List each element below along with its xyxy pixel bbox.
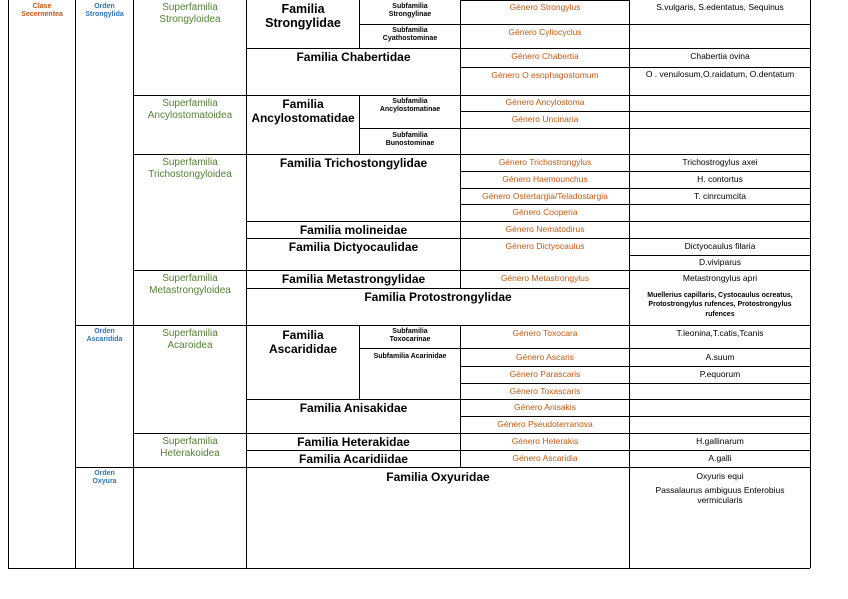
grid-line [460, 383, 810, 384]
orden-name: Oxyura [92, 478, 117, 486]
genus-cell: Género Pseudoterranova [497, 419, 593, 429]
species-cell: T. cinrcumcita [694, 191, 746, 201]
superfamily-cell [134, 436, 246, 459]
superfamily-label: Superfamilia [162, 98, 218, 109]
grid-line [133, 95, 810, 96]
orden-cell [76, 328, 133, 344]
grid-line [75, 325, 810, 326]
superfamily-cell [134, 273, 246, 296]
grid-line [246, 238, 810, 239]
subfamily-label: Subfamilia [392, 328, 428, 335]
grid-line [359, 348, 810, 349]
species-cell: S.vulgaris, S.edentatus, Sequinus [656, 2, 784, 12]
subfamily-cell [360, 27, 460, 43]
species-cell: H. contortus [697, 174, 743, 184]
grid-line [246, 288, 629, 289]
orden-cell [76, 470, 133, 486]
grid-line [460, 188, 810, 189]
superfamily-label: Superfamilia [162, 2, 218, 13]
genus-cell: Género Strongylus [509, 2, 581, 12]
species-cell: D.viviparus [698, 257, 742, 267]
family-label: Familia [282, 328, 324, 342]
superfamily-label: Superfamilia [162, 328, 218, 339]
subfamily-cell [360, 3, 460, 19]
species-cell: A.suum [705, 352, 735, 362]
genus-cell: Género Ancylostoma [505, 97, 585, 107]
grid-line [133, 433, 810, 434]
clase-label: Clase [32, 3, 52, 10]
genus-cell: Género Uncinaria [511, 114, 579, 124]
genus-cell: Género Metastrongylus [500, 273, 590, 283]
grid-line [359, 24, 810, 25]
family-name: Familia Protostrongylidae [364, 290, 512, 304]
grid-line [629, 0, 630, 568]
family-cell [247, 329, 359, 357]
clase-name: Secernentea [21, 11, 63, 19]
superfamily-name: Acaroidea [167, 339, 213, 351]
genus-cell: Género Ascaris [515, 352, 575, 362]
genus-cell: Género Cyliocyclus [508, 27, 582, 37]
species-cell: Muellerius capillaris, Cystocaulus ocreatus, Protostrongylus rufences, Protostrongylus rufences [647, 292, 793, 318]
orden-label: Orden [94, 3, 115, 10]
grid-line [810, 0, 811, 568]
genus-cell: Género Toxascaris [509, 386, 581, 396]
grid-line [359, 128, 810, 129]
genus-cell: Género Ascaridia [512, 453, 578, 463]
grid-line [246, 221, 810, 222]
orden-name: Ascaridida [86, 336, 123, 344]
genus-cell: Género Parascaris [509, 369, 581, 379]
subfamily-label: Subfamilia [392, 27, 428, 34]
species-cell: Chabertia ovina [690, 51, 750, 61]
superfamily-cell [134, 328, 246, 351]
subfamily-name: Ancylostomatinae [379, 106, 441, 114]
species-cell: Oxyuris equi [696, 471, 744, 481]
grid-line [246, 48, 810, 49]
species-cell: P.equorum [699, 369, 741, 379]
genus-cell: Género Cooperia [512, 207, 578, 217]
genus-cell: Género O esophagostomum [491, 70, 599, 80]
genus-cell: Género Anisakis [514, 402, 576, 412]
family-name: Familia Anisakidae [299, 401, 408, 415]
grid-line [629, 255, 810, 256]
subfamily-label: Subfamilia [392, 98, 428, 105]
subfamily-cell [360, 98, 460, 114]
grid-line [75, 467, 810, 468]
subfamily-label: Subfamilia [392, 132, 428, 139]
grid-line [460, 204, 810, 205]
species-cell: A.galli [708, 453, 732, 463]
grid-line [133, 270, 810, 271]
genus-cell: Género Trichostrongylus [498, 157, 592, 167]
superfamily-label: Superfamilia [162, 157, 218, 168]
grid-line [133, 154, 810, 155]
family-cell [247, 98, 359, 126]
orden-label: Orden [94, 470, 115, 477]
family-name: Familia Trichostongylidae [279, 156, 428, 170]
subfamily-label: Subfamilia [392, 3, 428, 10]
family-label: Familia [282, 97, 324, 111]
superfamily-label: Superfamilia [162, 436, 218, 447]
genus-cell: Género Haemounchus [502, 174, 588, 184]
species-cell: Dictyocaulus filaria [684, 241, 756, 251]
family-name: Familia Heterakidae [297, 435, 410, 449]
superfamily-cell [134, 98, 246, 121]
subfamily-name: Cyathostominae [382, 35, 438, 43]
superfamily-cell [134, 2, 246, 25]
species-cell: H.gallinarum [696, 436, 744, 446]
grid-line [8, 568, 810, 569]
genus-cell: Género Ostertargia/Teladostargia [482, 191, 608, 201]
subfamily-name: Bunostominae [385, 140, 435, 148]
family-name: Ancylostomatidae [251, 110, 355, 125]
species-cell: Trichostrogylus axei [682, 157, 758, 167]
grid-line [460, 416, 810, 417]
grid-line [460, 67, 810, 68]
grid-line [460, 111, 810, 112]
species-cell: Metastrongylus apri [682, 273, 758, 283]
genus-cell: Género Nematodirus [505, 224, 585, 234]
grid-line [460, 0, 629, 1]
family-label: Familia [281, 2, 325, 16]
genus-cell: Género Dictyocaulus [505, 241, 585, 251]
grid-line [460, 171, 810, 172]
superfamily-name: Trichostongyloidea [148, 168, 232, 180]
superfamily-name: Strongyloidea [159, 13, 221, 25]
superfamily-label: Superfamilia [162, 273, 218, 284]
subfamily-cell [360, 132, 460, 148]
subfamily-name: Toxocarinae [389, 336, 431, 344]
family-name: Familia Oxyuridae [386, 470, 490, 484]
orden-name: Strongylida [85, 11, 124, 19]
family-name: Ascarididae [268, 341, 338, 356]
grid-line [246, 450, 810, 451]
superfamily-name: Ancylostomatoidea [147, 109, 233, 121]
genus-cell: Género Heterakis [511, 436, 579, 446]
subfamily-cell [360, 328, 460, 344]
family-name: Familia Acaridiidae [299, 452, 408, 466]
grid-line [460, 366, 810, 367]
grid-line [8, 0, 9, 568]
subfamily-name: Strongylinae [388, 11, 432, 19]
grid-line [246, 399, 810, 400]
subfamily-name: Subfamilia Acarinidae [373, 353, 447, 360]
species-cell: Passalaurus ambiguus Enterobius vermicularis [655, 485, 785, 505]
family-name: Familia Chabertidae [296, 50, 411, 64]
genus-cell: Género Toxocara [512, 328, 578, 338]
superfamily-name: Metastrongyloidea [149, 284, 231, 296]
family-name: Familia Metastrongylidae [281, 272, 426, 286]
superfamily-name: Heterakoidea [160, 447, 220, 459]
genus-cell: Género Chabertia [511, 51, 579, 61]
species-cell: O . venulosum,O.raidatum, O.dentatum [645, 69, 795, 79]
orden-label: Orden [94, 328, 115, 335]
orden-cell [76, 3, 133, 19]
family-name: Familia molineidae [299, 223, 408, 237]
family-cell [247, 2, 359, 31]
family-name: Strongylidae [265, 16, 341, 31]
family-name: Familia Dictyocaulidae [288, 240, 419, 254]
species-cell: T.leonina,T.catis,Tcanis [676, 328, 764, 338]
superfamily-cell [134, 157, 246, 180]
clase-cell [9, 3, 75, 19]
